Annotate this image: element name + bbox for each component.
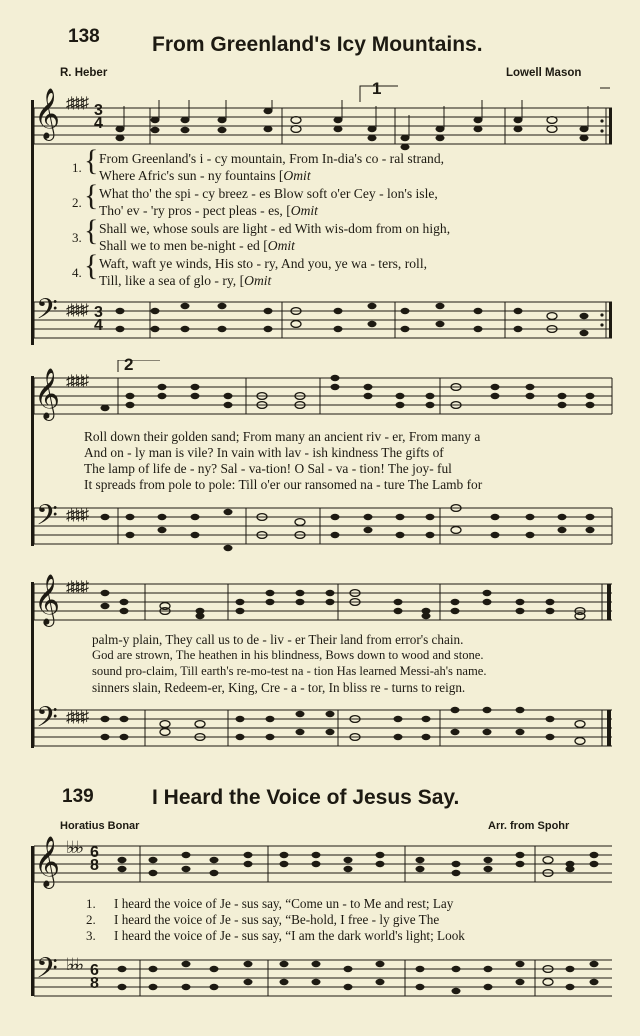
lyric-text: Till, like a sea of glo - ry, <box>99 273 237 288</box>
verse-number: 3. <box>72 230 82 245</box>
system-bracket <box>26 846 36 1036</box>
lyric-line: sound pro-claim, Till earth's re-mo-test na - tion Has learned Messi-ah's name. <box>92 664 487 678</box>
author-credit: Horatius Bonar <box>60 820 140 832</box>
verse-brace-icon: { <box>84 179 99 212</box>
omit-marker: [Omit <box>239 273 272 288</box>
omit-label: Omit <box>283 168 311 183</box>
verse-brace-icon: { <box>84 144 99 177</box>
system-bracket <box>26 376 36 576</box>
author-credit: R. Heber <box>60 67 108 79</box>
verse-number: 1. <box>86 896 96 911</box>
key-signature-sharps-icon: ♯♯♯♯ <box>66 579 86 596</box>
verse-brace-icon: { <box>84 249 99 282</box>
verse-number: 1. <box>72 160 82 175</box>
lyric-line: From Greenland's i - cy mountain, From In-dia's co - ral strand, <box>99 151 445 166</box>
key-signature-sharps-icon: ♯♯♯♯ <box>66 302 86 319</box>
verse-number: 3. <box>86 928 96 943</box>
bass-clef-icon: 𝄢 <box>36 954 58 991</box>
lyric-text: Shall we to men be-night - ed <box>99 238 260 253</box>
ending-mark-2: 2 <box>124 355 134 374</box>
bass-clef-icon: 𝄢 <box>36 501 58 538</box>
lyric-text: Where Afric's sun - ny fountains <box>99 168 276 183</box>
verse-number: 4. <box>72 265 82 280</box>
lyric-line: Shall we, whose souls are light - ed With wis-dom from on high, <box>99 221 451 236</box>
lyric-text: Tho' ev - 'ry pros - pect pleas - es, <box>99 203 283 218</box>
composer-credit: Arr. from Spohr <box>488 820 570 832</box>
lyric-line: I heard the voice of Je - sus say, “Be-hold, I free - ly give The <box>114 912 440 927</box>
verse-brace-icon: { <box>84 214 99 247</box>
lyric-line <box>99 202 318 219</box>
lyric-line: I heard the voice of Je - sus say, “Come un - to Me and rest; Lay <box>114 896 454 911</box>
time-signature: 6 8 <box>90 844 99 874</box>
verse-number: 2. <box>86 912 96 927</box>
lyric-line: It spreads from pole to pole: Till o'er our ransomed na - ture The Lamb for <box>84 477 483 492</box>
omit-label: Omit <box>244 273 272 288</box>
key-signature-sharps-icon: ♯♯♯♯ <box>66 373 86 390</box>
lyric-line <box>99 237 295 254</box>
hymn-title: I Heard the Voice of Jesus Say. <box>152 786 460 809</box>
key-signature-sharps-icon: ♯♯♯♯ <box>66 95 86 112</box>
time-signature: 3 4 <box>94 102 103 132</box>
bass-staff-system-2 <box>0 502 640 562</box>
omit-marker: [Omit <box>263 238 295 253</box>
key-signature-sharps-icon: ♯♯♯♯ <box>66 507 86 524</box>
time-signature: 6 8 <box>90 962 99 992</box>
omit-marker: [Omit <box>278 168 311 183</box>
treble-clef-icon: 𝄞 <box>34 89 61 138</box>
verse-number: 2. <box>72 195 82 210</box>
system-bracket <box>26 582 36 782</box>
lyric-line: The lamp of life de - ny? Sal - va-tion! O Sal - va - tion! The joy- ful <box>84 461 452 476</box>
omit-label: Omit <box>290 203 318 218</box>
composer-credit: Lowell Mason <box>506 67 582 79</box>
key-signature-sharps-icon: ♯♯♯♯ <box>66 709 86 726</box>
lyric-line: God are strown, The heathen in his blindness, Bows down to wood and stone. <box>92 648 484 662</box>
lyric-line: I heard the voice of Je - sus say, “I am the dark world's light; Look <box>114 928 465 943</box>
hymn-number: 139 <box>62 786 94 807</box>
bass-clef-icon: 𝄢 <box>36 703 58 740</box>
treble-clef-icon: 𝄞 <box>34 575 61 624</box>
time-signature: 3 4 <box>94 304 103 334</box>
lyric-line: And on - ly man is vile? In vain with lav - ish kindness The gifts of <box>84 445 444 460</box>
omit-label: Omit <box>267 238 295 253</box>
lyric-line: Waft, waft ye winds, His sto - ry, And you, ye wa - ters, roll, <box>99 256 427 271</box>
system-bracket <box>26 100 36 370</box>
lyric-line: Roll down their golden sand; From many an ancient riv - er, From many a <box>84 429 481 444</box>
lyric-line: sinners slain, Redeem-er, King, Cre - a - tor, In bliss re - turns to reign. <box>92 680 466 695</box>
bass-staff-system-3 <box>0 704 640 764</box>
bass-clef-icon: 𝄢 <box>36 295 58 332</box>
treble-clef-icon: 𝄞 <box>34 369 61 418</box>
key-signature-flats-icon: ♭♭♭ <box>66 955 82 974</box>
lyric-line: What tho' the spi - cy breez - es Blow soft o'er Cey - lon's isle, <box>99 186 438 201</box>
hymn-number: 138 <box>68 26 100 47</box>
hymn-title: From Greenland's Icy Mountains. <box>152 33 483 56</box>
lyric-line <box>99 167 311 184</box>
key-signature-flats-icon: ♭♭♭ <box>66 838 82 857</box>
treble-clef-icon: 𝄞 <box>34 837 61 886</box>
omit-marker: [Omit <box>286 203 318 218</box>
ending-mark-1: 1 <box>372 79 382 98</box>
lyric-line <box>99 272 271 289</box>
lyric-line: palm-y plain, They call us to de - liv - er Their land from error's chain. <box>92 632 464 647</box>
